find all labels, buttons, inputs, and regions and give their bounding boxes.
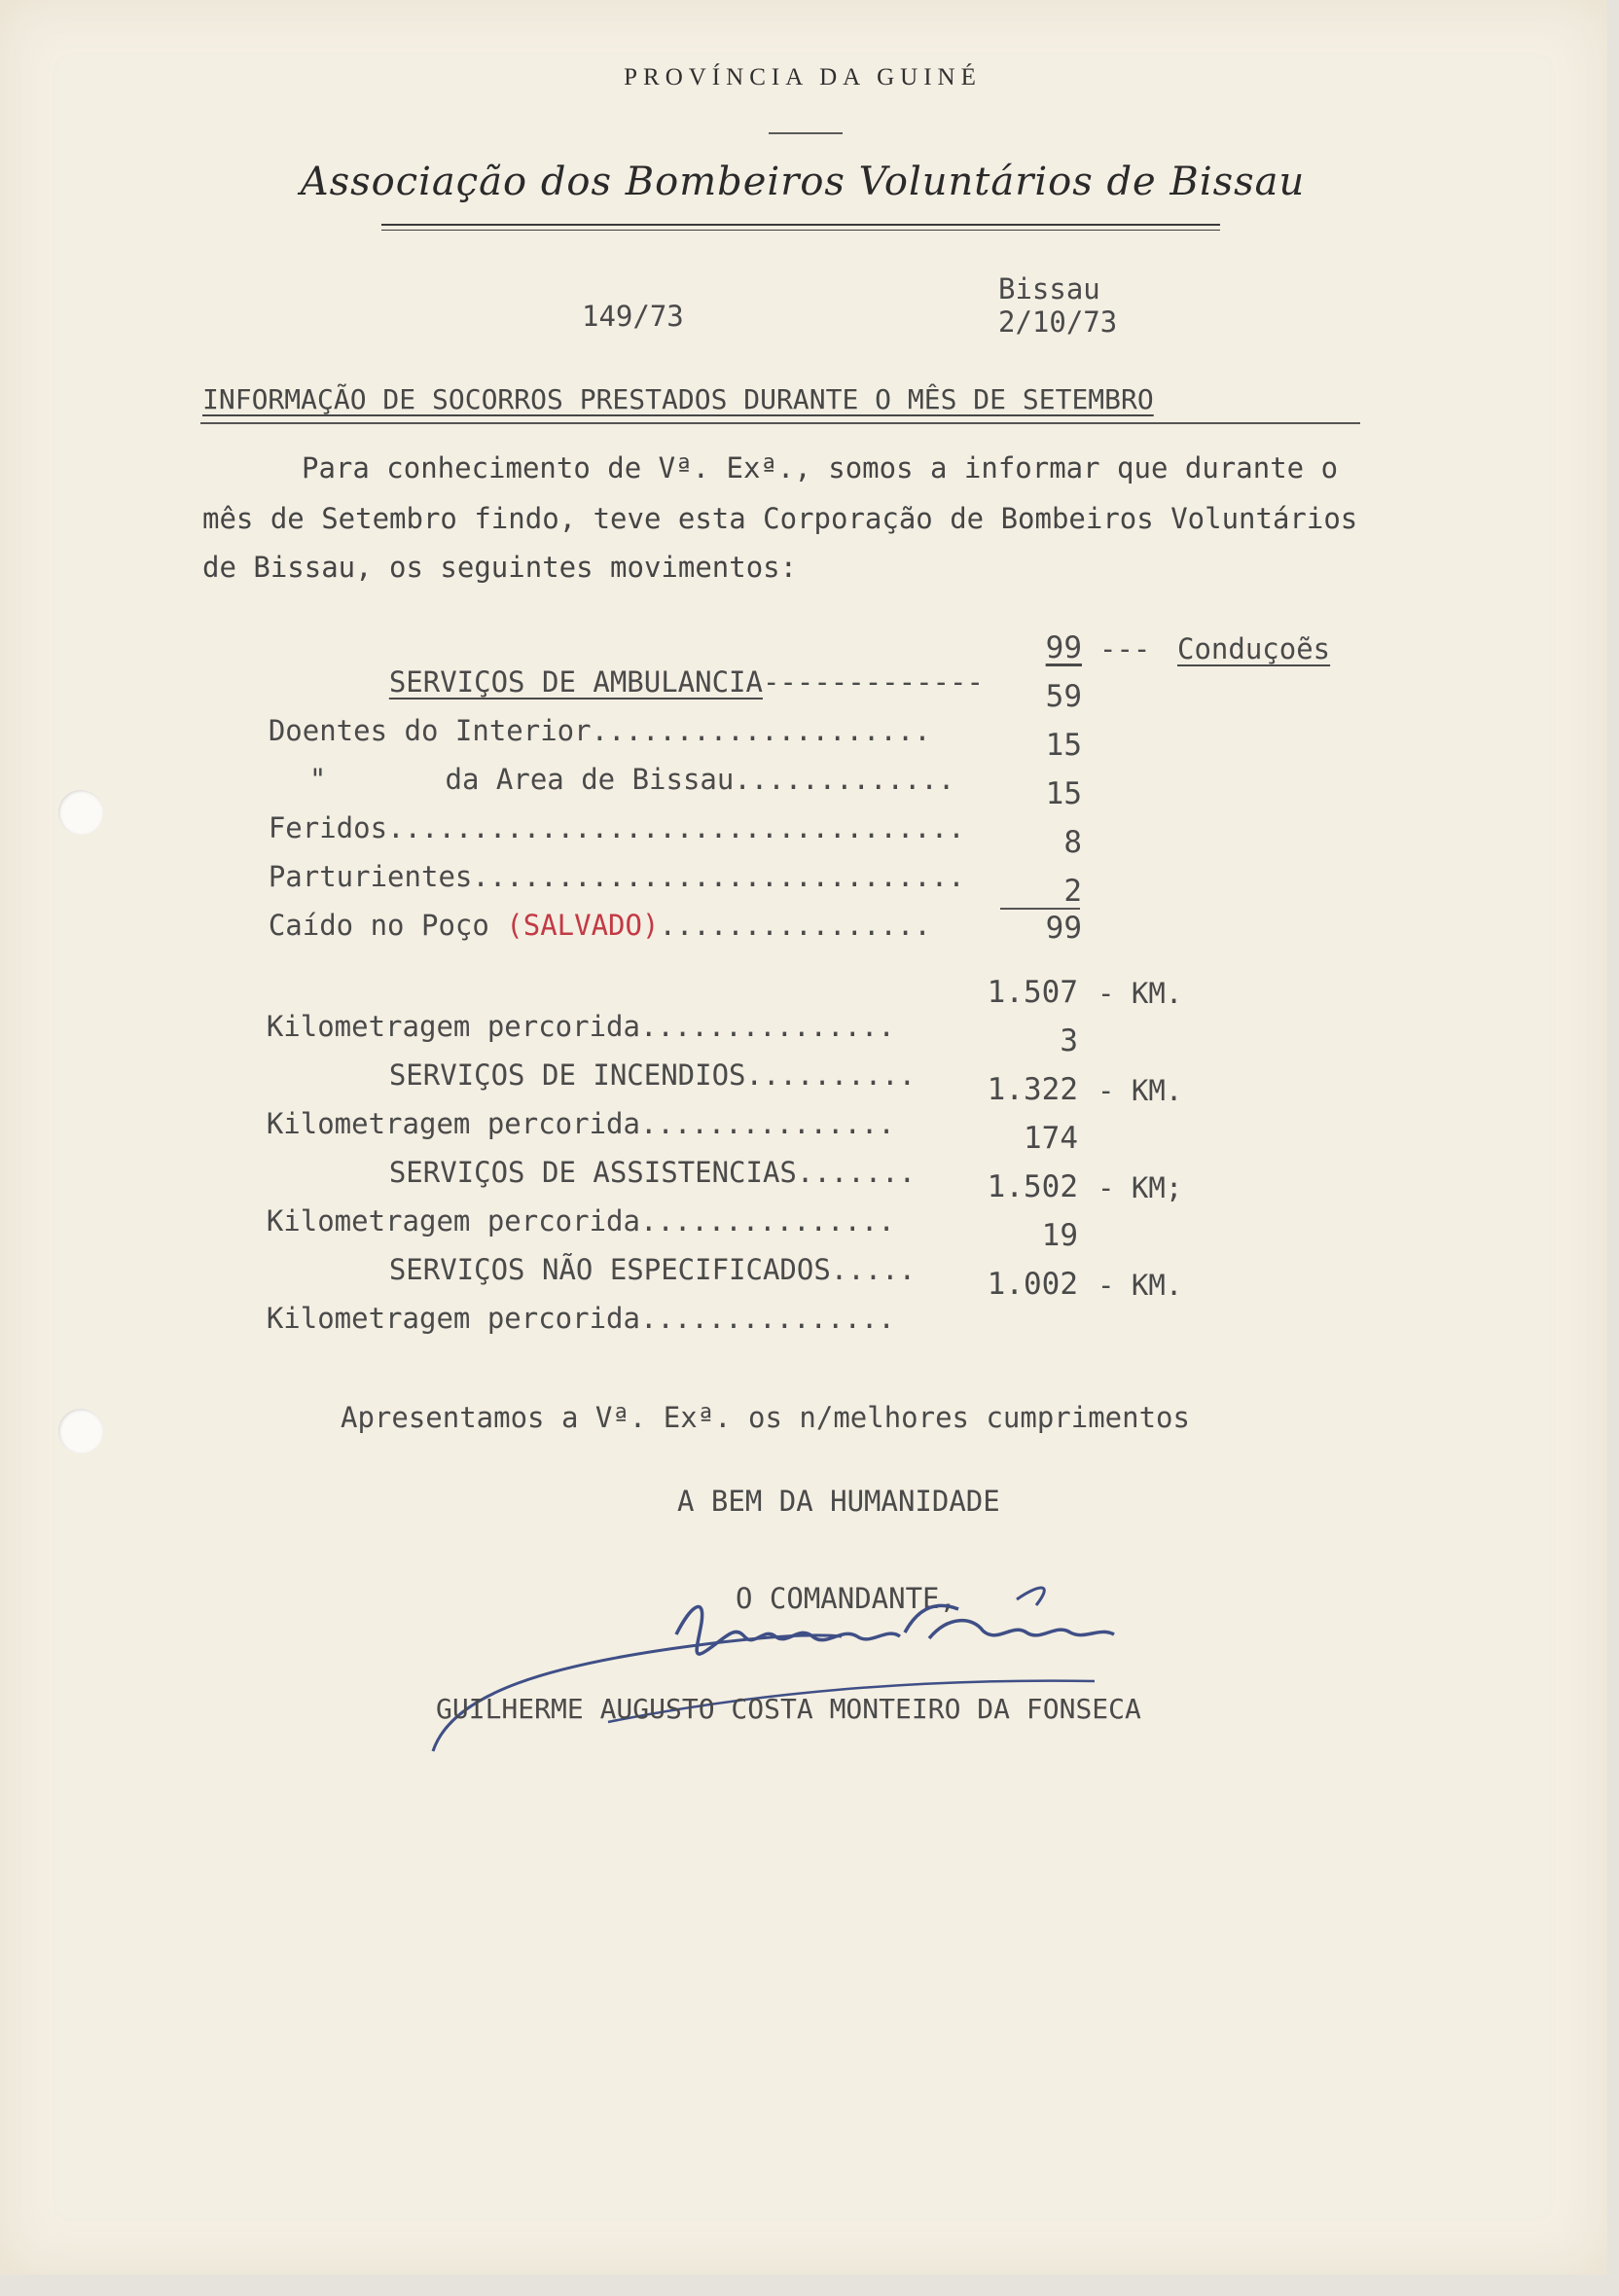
stats-label: SERVIÇOS DE ASSISTENCIAS [388,1156,797,1189]
punch-hole-top [58,790,103,835]
subject-heading: INFORMAÇÃO DE SOCORROS PRESTADOS DURANTE O MÊS DE SETEMBRO [202,383,1154,415]
ambulance-sum: 99 [1045,911,1082,946]
stats-value: 19 [1041,1218,1078,1253]
ambulance-unit-leader: --- [1099,632,1151,665]
stats-value: 1.502 [987,1169,1078,1204]
letter-date: 2/10/73 [998,305,1118,339]
ambulance-item-label: Parturientes [268,860,473,893]
intro-line-3: de Bissau, os seguintes movimentos: [202,551,798,584]
ambulance-item-value: 15 [1045,728,1082,763]
letterhead-divider [769,132,843,134]
stats-label: Kilometragem percorida [266,1107,640,1140]
closing-greeting: Apresentamos a Vª. Exª. os n/melhores cumprimentos [341,1401,1190,1434]
stats-label: Kilometragem percorida [266,1204,640,1238]
stats-unit: - KM. [1097,1074,1183,1107]
ambulance-item-value: 8 [1063,825,1082,860]
punch-hole-bottom [58,1409,103,1453]
intro-line-1: Para conhecimento de Vª. Exª., somos a informar que durante o [302,451,1339,484]
sum-rule [1000,908,1080,910]
stats-label: Kilometragem percorida [266,1010,640,1043]
stats-label: SERVIÇOS NÃO ESPECIFICADOS [388,1253,831,1286]
association-underline-thin [381,230,1220,231]
intro-line-2: mês de Setembro findo, teve esta Corporação de Bombeiros Voluntários [202,502,1358,535]
stats-value: 1.322 [987,1072,1078,1107]
stats-unit: - KM. [1097,1269,1183,1302]
closing-motto: A BEM DA HUMANIDADE [677,1485,1000,1518]
ambulance-item-leader: ................ [659,909,931,942]
stats-value: 174 [1024,1121,1078,1156]
subject-underline [200,422,1360,424]
stats-value: 1.507 [987,975,1078,1010]
ambulance-item [200,876,931,975]
salvado-tag: (SALVADO) [506,909,660,942]
commander-name: GUILHERME AUGUSTO COSTA MONTEIRO DA FONSECA [436,1693,1141,1725]
stats-leader: ....... [796,1156,917,1189]
stats-value: 1.002 [987,1267,1078,1302]
ambulance-item-leader: .................................. [387,811,965,844]
reference-number: 149/73 [582,300,684,333]
ambulance-item-leader: ............. [734,763,955,796]
place-name: Bissau [998,272,1100,305]
ambulance-item-leader: .................... [591,714,931,747]
commander-role: O COMANDANTE, [736,1582,956,1615]
stats-leader: .......... [745,1058,917,1092]
ambulance-item-value: 59 [1045,679,1082,714]
stats-label: SERVIÇOS DE INCENDIOS [388,1058,746,1092]
stats-leader: ..... [830,1253,917,1286]
association-name: Associação dos Bombeiros Voluntários de Bissau [300,160,1306,204]
stats-value: 3 [1060,1023,1078,1058]
association-underline [381,224,1220,226]
ambulance-item-leader: ............................. [472,860,965,893]
stats-leader: ............... [639,1302,895,1335]
stats-row [198,1269,895,1368]
ambulance-header: SERVIÇOS DE AMBULANCIA [388,665,763,699]
ambulance-leader: ------------- [762,665,984,699]
ambulance-item-value: 2 [1063,874,1082,909]
handwritten-signature [414,1576,1250,1771]
stats-unit: - KM. [1097,977,1183,1010]
stats-leader: ............... [639,1204,895,1238]
province-heading: PROVÍNCIA DA GUINÉ [624,64,982,90]
ambulance-item-label: Caído no Poço [268,909,489,942]
ambulance-total: 99 [1045,630,1082,665]
ambulance-item-label: " da Area de Bissau [308,763,735,796]
ambulance-item-label: Doentes do Interior [268,714,592,747]
stats-leader: ............... [639,1107,895,1140]
ambulance-item-value: 15 [1045,776,1082,811]
stats-leader: ............... [639,1010,895,1043]
ambulance-unit: Conduçoẽs [1177,632,1331,665]
stats-label: Kilometragem percorida [266,1302,640,1335]
stats-unit: - KM; [1097,1171,1183,1204]
ambulance-item-label: Feridos [268,811,388,844]
